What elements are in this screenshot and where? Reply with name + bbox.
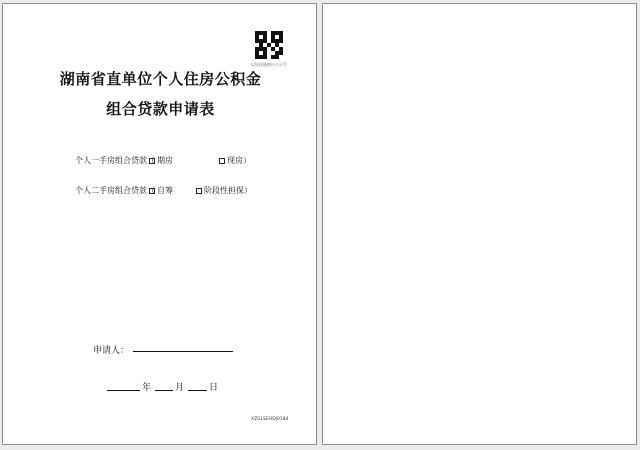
option-stage-guarantee-label: 阶段性担保） [204,186,252,195]
checkbox-icon[interactable] [149,158,155,164]
year-field[interactable] [107,390,140,391]
first-home-loan-row [75,155,251,165]
qr-code [255,31,283,59]
option-stage-guarantee[interactable] [196,185,252,196]
applicant-label: 申请人： [93,346,130,356]
checkbox-icon[interactable] [219,158,225,164]
option-self-funded-label: 自筹 [157,186,173,195]
option-existing-house[interactable] [219,155,251,166]
second-home-loan-label: 个人二手房组合贷款（ [75,186,155,195]
first-home-loan-label: 个人一手房组合贷款（ [75,156,155,165]
second-home-loan-row [75,185,252,195]
form-title-line1: 湖南省直单位个人住房公积金 [59,70,262,88]
day-field[interactable] [188,390,207,391]
applicant-signature-field[interactable] [133,351,233,352]
year-label: 年 [142,383,152,393]
document-page-right [322,3,637,445]
document-page-left [2,3,317,445]
option-futures-house[interactable] [149,155,173,166]
month-field[interactable] [155,390,173,391]
qr-caption: 以居住地相应公示号 [251,62,287,67]
document-code: XZGLSEHDJ0184 [251,417,289,422]
checkbox-icon[interactable] [149,188,155,194]
day-label: 日 [209,383,219,393]
form-title-line2: 组合贷款申请表 [106,100,215,118]
option-futures-label: 期房 [157,156,173,165]
month-label: 月 [175,383,185,393]
option-existing-label: 现房） [227,156,251,165]
option-self-funded[interactable] [149,185,173,196]
checkbox-icon[interactable] [196,188,202,194]
